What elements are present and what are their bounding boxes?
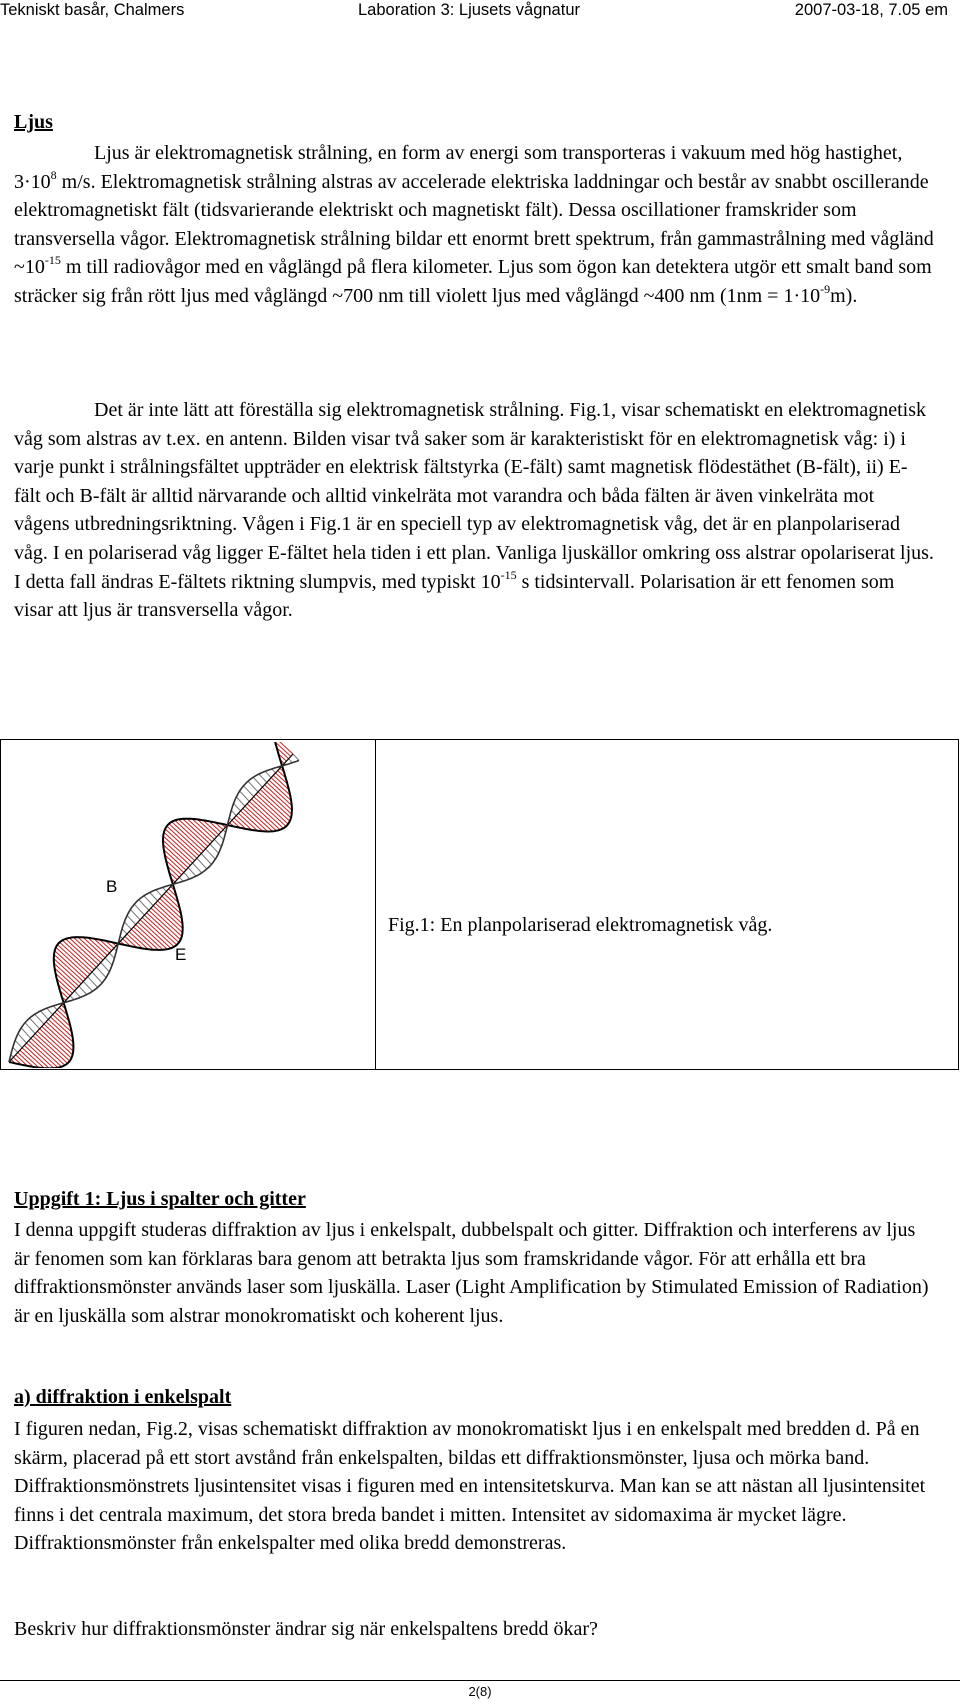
b-field-vector bbox=[92, 972, 102, 983]
section-title-a-diffraktion: a) diffraktion i enkelspalt bbox=[14, 1386, 232, 1408]
b-field-vector bbox=[244, 786, 254, 797]
b-field-vector bbox=[15, 1040, 22, 1048]
paragraph-a-diffraktion: I figuren nedan, Fig.2, visas schematiskt diffraktion av monokromatiskt ljus i en enkelspalt med bredden d. På en skärm, placerad på ett stort avstånd från enkelspalten, bildas ett diffraktionsmönster, ljusa och mörka band. Diffraktionsmönstrets ljusintensitet visas i figuren med en intensitetskurva. Man kan se att nästan all ljusintensitet finns i det centrala maximum, det stora breda bandet i mitten. Intensitet av sidomaxima är mycket lägre. Diffraktionsmönster från enkelspalter med olika bredd demonstreras. bbox=[14, 1418, 926, 1555]
e-field-vector bbox=[56, 947, 88, 976]
e-field-vector bbox=[252, 799, 284, 828]
b-field-vector bbox=[156, 890, 162, 897]
b-field-vector bbox=[201, 854, 211, 865]
b-field-vector bbox=[25, 1023, 35, 1034]
e-field-vector bbox=[260, 790, 291, 818]
b-field-vector bbox=[30, 1018, 40, 1029]
b-field-vector bbox=[88, 977, 98, 988]
b-field-vector bbox=[193, 863, 202, 873]
e-field-vector bbox=[42, 1027, 73, 1055]
propagation-axis bbox=[9, 754, 293, 1062]
b-field-vector bbox=[101, 963, 110, 972]
header-course: Tekniskt basår, Chalmers bbox=[0, 1, 185, 19]
b-field-vector bbox=[21, 1028, 31, 1038]
b-field-vector bbox=[124, 922, 131, 929]
e-field-vector bbox=[37, 1031, 69, 1061]
b-field-vector bbox=[35, 1014, 44, 1024]
b-field-vector bbox=[236, 797, 245, 806]
b-field-vector bbox=[150, 893, 158, 901]
header-lab-title: Laboration 3: Ljusets vågnatur bbox=[358, 1, 580, 19]
section-title-uppgift-1: Uppgift 1: Ljus i spalter och gitter bbox=[14, 1188, 306, 1210]
e-field-vector bbox=[62, 940, 94, 969]
e-field-vector bbox=[35, 1034, 67, 1064]
header-date: 2007-03-18, 7.05 em bbox=[794, 1, 948, 19]
e-field-vector bbox=[147, 913, 179, 943]
b-field-vector bbox=[253, 777, 262, 787]
e-field-curve bbox=[9, 742, 292, 1068]
b-field-vector bbox=[139, 900, 149, 911]
e-field-vector bbox=[164, 832, 195, 860]
b-field-vector bbox=[18, 1034, 27, 1043]
e-field-vector bbox=[55, 951, 86, 979]
b-field-vector bbox=[75, 991, 81, 997]
b-field-vector bbox=[53, 1006, 57, 1010]
b-field-vector bbox=[188, 868, 196, 876]
e-field-vector bbox=[140, 920, 171, 948]
e-field-vector bbox=[58, 945, 90, 975]
b-field-vector bbox=[206, 849, 216, 859]
b-field-vector bbox=[240, 791, 250, 801]
b-field-vector bbox=[83, 981, 92, 991]
page-header bbox=[0, 0, 960, 22]
b-field-vector bbox=[134, 904, 144, 915]
figure-caption: Fig.1: En planpolariserad elektromagnetisk våg. bbox=[388, 914, 773, 936]
em-wave-illustration bbox=[3, 742, 373, 1068]
e-field-label: E bbox=[175, 945, 187, 964]
e-field-vector bbox=[165, 829, 197, 858]
b-field-vector bbox=[210, 844, 219, 853]
b-field-vector bbox=[248, 781, 258, 792]
e-field-vector bbox=[60, 942, 92, 972]
b-field-vector bbox=[259, 774, 267, 782]
paragraph-ljus-wave: Det är inte lätt att föreställa sig elektromagnetisk strålning. Fig.1, visar schematiskt en elektromagnetisk våg som alstras av t.ex. en antenn. Bilden visar två saker som är karakteristiskt för en elektromagnetisk våg: i) i varje punkt i strålningsfältet uppträder en elektrisk fältstyrka (E-fält) samt magnetisk flödestäthet (B-fält), ii) E-fält och B-fält är alltid närvarande och alltid vinkelräta mot varandra och båda fälten är även vinkelräta mot vågens utbredningsriktning. Vågen i Fig.1 är en speciell typ av elektromagnetisk våg, det är en planpolariserad våg. I en polariserad våg ligger E-fältet hela tiden i ett plan. Vanliga ljuskällor omkring oss alstrar opolariserat ljus. I detta fall ändras E-fältets riktning slumpvis, med typiskt $10^{-15}$ s tidsintervall. Polarisation är ett fenomen som visar att ljus är transversella vågor. bbox=[14, 399, 934, 622]
paragraph-ljus-intro: Ljus är elektromagnetisk strålning, en form av energi som transporteras i vakuum med hög hastighet, $3\cdot 10^8$ m/s. Elektromagnetisk strålning alstras av accelerade elektriska laddningar och består av snabbt oscillerande elektromagnetiskt fält (tidsvarierande elektriskt och magnetiskt fält). Dessa oscillationer framskrider som transversella vågor. Elektromagnetisk strålning bildar ett enormt brett spektrum, från gammastrålning med vågländ $\sim 10^{-15}$ m till radiovågor med en våglängd på flera kilometer. Ljus som ögon kan detektera utgör ett smalt band som sträcker sig från rött ljus med våglängd ~700 nm till violett ljus med våglängd ~400 nm $(1nm = 1\cdot 10^{-9}m)$. bbox=[14, 142, 934, 307]
b-field-vector bbox=[214, 839, 221, 847]
b-field-vector bbox=[127, 915, 136, 924]
e-field-vector bbox=[142, 918, 174, 947]
b-field-vector bbox=[105, 958, 112, 965]
e-field-vector bbox=[151, 908, 182, 936]
b-field-vector bbox=[96, 967, 106, 977]
b-field-vector bbox=[13, 1047, 18, 1052]
b-field-vector bbox=[219, 835, 224, 840]
section-title-ljus: Ljus bbox=[14, 111, 53, 133]
footer-rule bbox=[0, 1680, 960, 1681]
paragraph-uppgift-1: I denna uppgift studeras diffraktion av ljus i enkelspalt, dubbelspalt och gitter. Diffraktion och interferens av ljus är fenomen som kan förklaras bara genom att betrakta ljus som framskridande vågor. För att erhålla ett bra diffraktionsmönster används laser som ljuskälla. Laser (Light Amplification by Stimulated Emission of Radiation) är en ljuskälla som alstrar monokromatiskt och koherent ljus. bbox=[14, 1219, 929, 1327]
e-field-vector bbox=[149, 910, 181, 939]
e-field-vector bbox=[167, 826, 199, 856]
e-field-vector bbox=[144, 915, 176, 945]
b-field-vector bbox=[79, 986, 87, 994]
b-field-vector bbox=[231, 810, 236, 815]
e-field-vector bbox=[256, 794, 288, 824]
figure-divider bbox=[375, 740, 376, 1069]
e-field-vector bbox=[66, 939, 97, 967]
b-field-label: B bbox=[106, 877, 118, 896]
e-field-vector bbox=[169, 824, 201, 854]
b-field-vector bbox=[130, 910, 140, 920]
e-field-vector bbox=[172, 822, 204, 851]
figure-1 bbox=[0, 739, 959, 1070]
e-field-vector bbox=[40, 1029, 72, 1058]
b-field-vector bbox=[122, 929, 127, 934]
page-number: 2(8) bbox=[468, 1684, 492, 1699]
b-field-vector bbox=[41, 1011, 49, 1020]
b-field-vector bbox=[293, 754, 299, 760]
e-field-vector bbox=[179, 819, 208, 846]
b-field-vector bbox=[110, 953, 115, 958]
question-text: Beskriv hur diffraktionsmönster ändrar sig när enkelspaltens bredd ökar? bbox=[14, 1618, 598, 1640]
e-field-vector bbox=[249, 801, 280, 829]
b-field-vector bbox=[234, 803, 241, 811]
e-field-vector bbox=[33, 1036, 65, 1065]
e-field-vector bbox=[31, 1038, 62, 1066]
b-field-vector bbox=[144, 896, 153, 906]
b-field-vector bbox=[265, 771, 271, 777]
b-field-vector bbox=[47, 1008, 53, 1014]
e-field-vector bbox=[258, 792, 290, 821]
e-field-vector bbox=[175, 820, 206, 848]
b-field-vector bbox=[197, 858, 207, 869]
b-field-vector bbox=[184, 873, 190, 879]
e-field-vector bbox=[254, 797, 286, 827]
